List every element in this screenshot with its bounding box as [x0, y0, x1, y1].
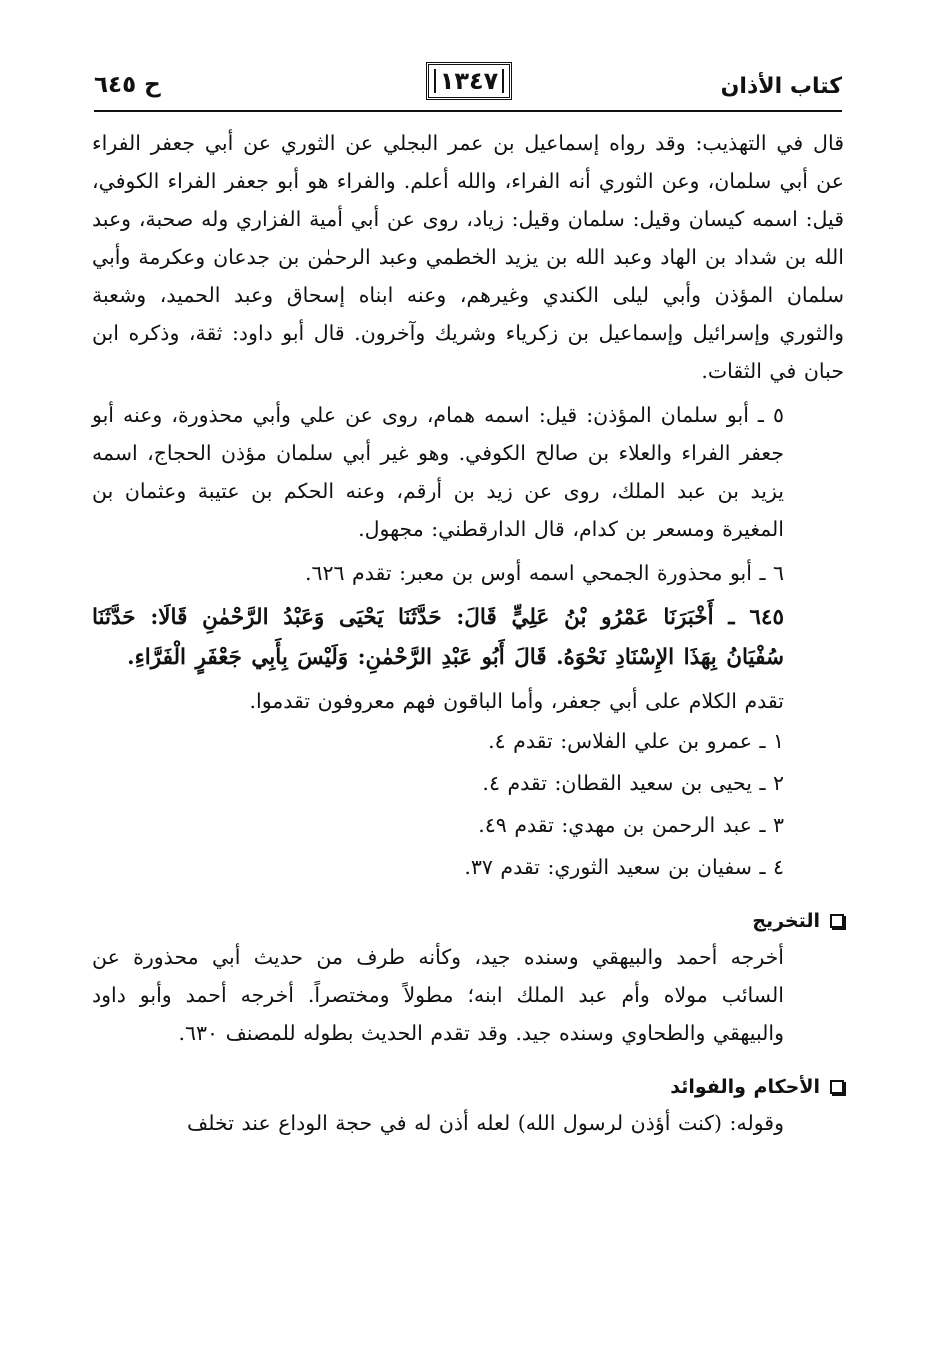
ahkam-heading-label: الأحكام والفوائد: [670, 1076, 820, 1098]
intro-line: تقدم الكلام على أبي جعفر، وأما الباقون فهم معروفون تقدموا.: [249, 689, 784, 713]
narrator-item: ١ ـ عمرو بن علي الفلاس: تقدم ٤.: [488, 729, 784, 753]
narrator-item: ٤ ـ سفيان بن سعيد الثوري: تقدم ٣٧.: [464, 855, 784, 879]
page-header: [94, 62, 842, 108]
page-content: [92, 124, 844, 1148]
book-title: كتاب الأذان: [720, 74, 842, 99]
hadith-reference: ح ٦٤٥: [94, 72, 161, 98]
takhrij-text: أخرجه أحمد والبيهقي وسنده جيد، وكأنه طرف من حديث أبي محذورة عن السائب مولاه وأم عبد الملك ابنه؛ مطولاً ومختصراً. أخرجه أحمد وأبو داود والبيهقي والطحاوي وسنده جيد. وقد تقدم الحديث بطوله للمصنف ٦٣٠.: [92, 945, 784, 1045]
narrator-item: ٢ ـ يحيى بن سعيد القطان: تقدم ٤.: [482, 771, 784, 795]
paragraph-tahdhib: قال في التهذيب: وقد رواه إسماعيل بن عمر البجلي عن الثوري عن أبي جعفر الفراء عن أبي سلمان، وعن الثوري أنه الفراء، والله أعلم. والفراء هو أبو جعفر الفراء الكوفي، قيل: اسمه كيسان وقيل: سلمان وقيل: زياد، روى عن أبي أمية الفزاري وله صحبة، وعبد الله بن شداد بن الهاد وعبد الله بن يزيد الخطمي وعبد الرحمٰن بن جدعان وعكرمة وأبي سلمان المؤذن وأبي ليلى الكندي وغيرهم، وعنه ابناه إسحاق وعبد الحميد، وشعبة والثوري وإسرائيل وإسماعيل بن زكرياء وشريك وآخرون. قال أبو داود: ثقة، وذكره ابن حبان في الثقات.: [92, 131, 844, 383]
page-number: ١٣٤٧: [439, 67, 499, 95]
ahkam-heading: [92, 1070, 844, 1104]
narrator-list: [92, 722, 844, 886]
ahkam-text: وقوله: (كنت أؤذن لرسول الله) لعله أذن له في حجة الوداع عند تخلف: [187, 1111, 784, 1135]
narrator-item: ٣ ـ عبد الرحمن بن مهدي: تقدم ٤٩.: [478, 813, 784, 837]
page-number-frame: [426, 62, 512, 100]
header-divider: [94, 110, 842, 112]
checkbox-square-icon: [830, 914, 844, 928]
paragraph-narrator-5: ٥ ـ أبو سلمان المؤذن: قيل: اسمه همام، روى عن علي وأبي محذورة، وعنه أبو جعفر الفراء والعلاء بن صالح الكوفي. وهو غير أبي سلمان مؤذن الحجاج، اسمه يزيد بن عبد الملك، روى عن زيد بن أرقم، وعنه الحكم بن عتيبة وعثمان بن المغيرة ومسعر بن كدام، قال الدارقطني: مجهول.: [92, 403, 784, 541]
paragraph-narrator-6: ٦ ـ أبو محذورة الجمحي اسمه أوس بن معبر: تقدم ٦٢٦.: [304, 561, 784, 585]
hadith-text: ٦٤٥ ـ أَخْبَرَنَا عَمْرُو بْنُ عَلِيٍّ قَالَ: حَدَّثَنَا يَحْيَى وَعَبْدُ الرَّحْمٰنِ قَالَا: حَدَّثَنَا سُفْيَانُ بِهَذَا الإِسْنَادِ نَحْوَهُ. قَالَ أَبُو عَبْدِ الرَّحْمٰنِ: وَلَيْسَ بِأَبِي جَعْفَرٍ الْفَرَّاءِ.: [92, 605, 784, 670]
takhrij-heading: [92, 904, 844, 938]
checkbox-square-icon: [830, 1080, 844, 1094]
takhrij-heading-label: التخريج: [752, 910, 820, 932]
